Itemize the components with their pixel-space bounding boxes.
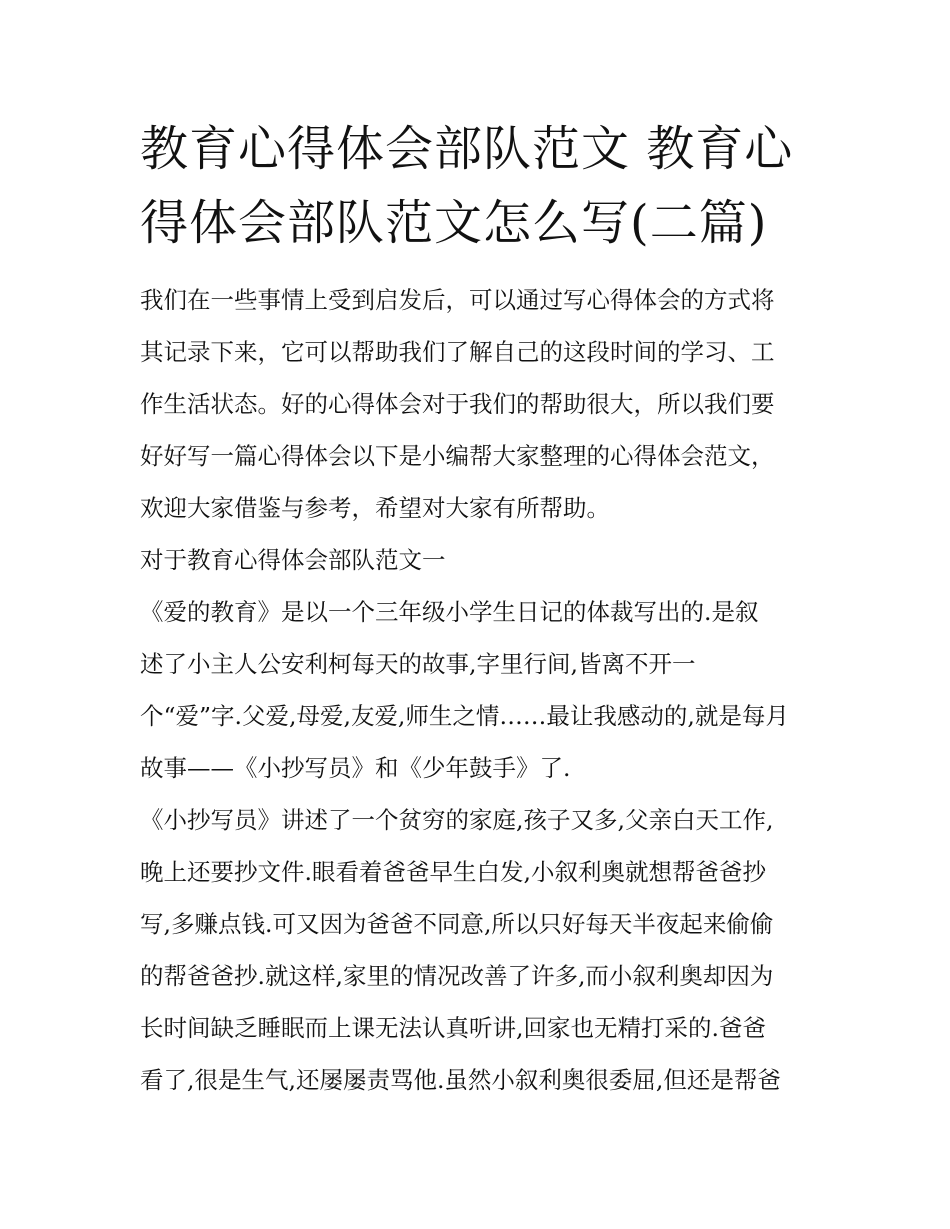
body-line: 好好写一篇心得体会以下是小编帮大家整理的心得体会范文， xyxy=(140,442,775,470)
body-line: 个“爱”字.父爱,母爱,友爱,师生之情……最让我感动的,就是每月 xyxy=(140,702,789,730)
body-line: 的帮爸爸抄.就这样,家里的情况改善了许多,而小叙利奥却因为 xyxy=(140,962,774,990)
document-body xyxy=(140,274,812,1106)
body-line: 写,多赚点钱.可又因为爸爸不同意,所以只好每天半夜起来偷偷 xyxy=(140,910,774,938)
body-line: 看了,很是生气,还屡屡责骂他.虽然小叙利奥很委屈,但还是帮爸 xyxy=(140,1066,781,1094)
body-line: 其记录下来，它可以帮助我们了解自己的这段时间的学习、工 xyxy=(140,338,775,366)
title-line: 教育心得体会部队范文 教育心 xyxy=(140,121,794,177)
body-line: 长时间缺乏睡眠而上课无法认真听讲,回家也无精打采的.爸爸 xyxy=(140,1014,766,1042)
document-content xyxy=(140,112,812,1106)
document-title xyxy=(140,112,812,260)
title-line: 得体会部队范文怎么写(二篇) xyxy=(140,195,768,251)
body-line: 欢迎大家借鉴与参考，希望对大家有所帮助。 xyxy=(140,494,610,522)
body-line: 作生活状态。好的心得体会对于我们的帮助很大，所以我们要 xyxy=(140,390,775,418)
body-line: 述了小主人公安利柯每天的故事,字里行间,皆离不开一 xyxy=(140,650,696,678)
body-line: 《小抄写员》讲述了一个贫穷的家庭,孩子又多,父亲白天工作, xyxy=(140,806,774,834)
body-line: 故事——《小抄写员》和《少年鼓手》了. xyxy=(140,754,571,782)
section-heading: 对于教育心得体会部队范文一 xyxy=(140,546,446,574)
body-line: 《爱的教育》是以一个三年级小学生日记的体裁写出的.是叙 xyxy=(140,598,759,626)
body-line: 晚上还要抄文件.眼看着爸爸早生白发,小叙利奥就想帮爸爸抄 xyxy=(140,858,766,886)
body-line: 我们在一些事情上受到启发后，可以通过写心得体会的方式将 xyxy=(140,286,775,314)
